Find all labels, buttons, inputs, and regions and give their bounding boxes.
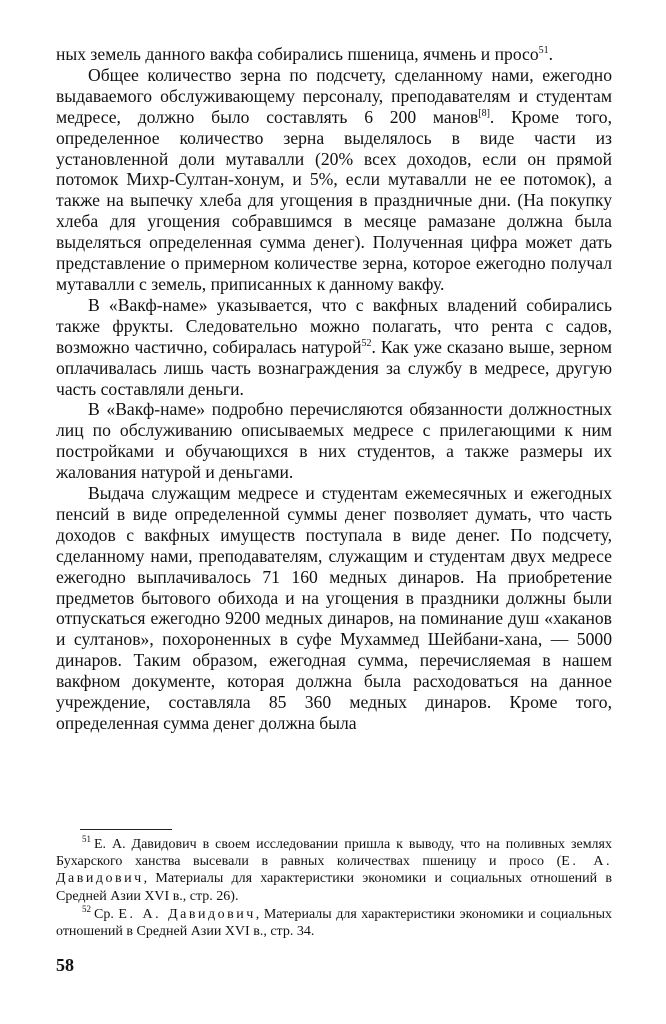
paragraph-1-end: . [548,44,554,64]
source-ref-8: [8] [478,107,490,119]
paragraph-2-text-b: . Кроме того, определенное количество зерна выделялось в виде части из установленной доли мутавалли (20% всех доходов, если он прямой потомок Михр-Султан-хонум, и 5%, если мутавалли не ее потомок), а также на выпечку хлеба для угощения в праздничные дни. (На покупку хлеба для угощения собравшимся в месяце рамазане должна была выделяться определенная сумма денег). Полученная цифра может дать представление о примерном количестве зерна, которое ежегодно получал мутавалли с земель, приписанных к данному вакфу. [56,106,612,294]
footnote-51 [56,836,612,905]
paragraph-1-text: ных земель данного вакфа собирались пшеница, ячмень и просо [56,44,539,64]
paragraph-2 [56,65,612,295]
footnote-52-text-a: Ср. [94,906,119,922]
paragraph-5: Выдача служащим медресе и студентам ежемесячных и ежегодных пенсий в виде определенной суммы денег позволяет думать, что часть доходов с вакфных имуществ поступала в виде денег. По подсчету, сделанному нами, преподавателям, служащим и студентам двух медресе ежегодно выплачивалось 71 160 медных динаров. На приобретение предметов бытового обихода и на угощения в праздники должны были отпускаться ежегодно 9200 медных динаров, на поминание душ «хаканов и султанов», похороненных в суфе Мухаммед Шейбани-хана, — 5000 динаров. Таким образом, ежегодная сумма, перечисляемая в нашем вакфном документе, которая должна была расходоваться на данное учреждение, составляла 85 360 медных динаров. Кроме того, определенная сумма денег должна была [56,483,612,733]
page-number: 58 [56,955,74,975]
paragraph-3-text-a: В «Вакф-наме» указывается, что с вакфных владений собирались также фрукты. Следовательно можно полагать, что рента с садов, возможно частично, собиралась натурой [56,294,612,357]
footnote-51-text-a: Е. А. Давидович в своем исследовании пришла к выводу, что на поливных землях Бухарского ханства высевали в равных количествах пшеницу и просо ( [56,837,612,870]
paragraph-1 [56,44,612,65]
footnote-51-author: Е. А. Давидович [56,854,613,887]
footnotes [56,836,612,941]
footnote-52-mark: 52 [82,904,91,915]
footnote-divider [80,829,172,830]
paragraph-3 [56,295,612,400]
footnote-51-text-b: , Материалы для характеристики экономики и социальных отношений в Средней Азии XVI в., стр. 26). [56,871,612,904]
main-text [56,44,612,734]
paragraph-3-text-b: . Как уже сказано выше, зерном оплачивалась лишь часть вознаграждения за службу в медресе, другую часть составляли деньги. [56,336,612,399]
footnote-ref-51: 51 [538,45,549,57]
footnote-51-mark: 51 [82,834,91,845]
paragraph-2-text-a: Общее количество зерна по подсчету, сделанному нами, ежегодно выдаваемого обслуживающему персоналу, преподавателям и студентам медресе, должно было составлять 6 200 манов [56,64,612,127]
paragraph-4: В «Вакф-наме» подробно перечисляются обязанности должностных лиц по обслуживанию описываемых медресе с прилегающими к ним постройками и обучающихся в них студентов, а также размеры их жалования натурой и деньгами. [56,399,612,483]
footnote-52-text-b: , Материалы для характеристики экономики и социальных отношений в Средней Азии XVI в., стр. 34. [56,906,613,940]
footnote-52-author: Е. А. Давидович [118,906,256,922]
footnote-52 [56,906,612,940]
footnote-ref-52: 52 [361,337,372,349]
